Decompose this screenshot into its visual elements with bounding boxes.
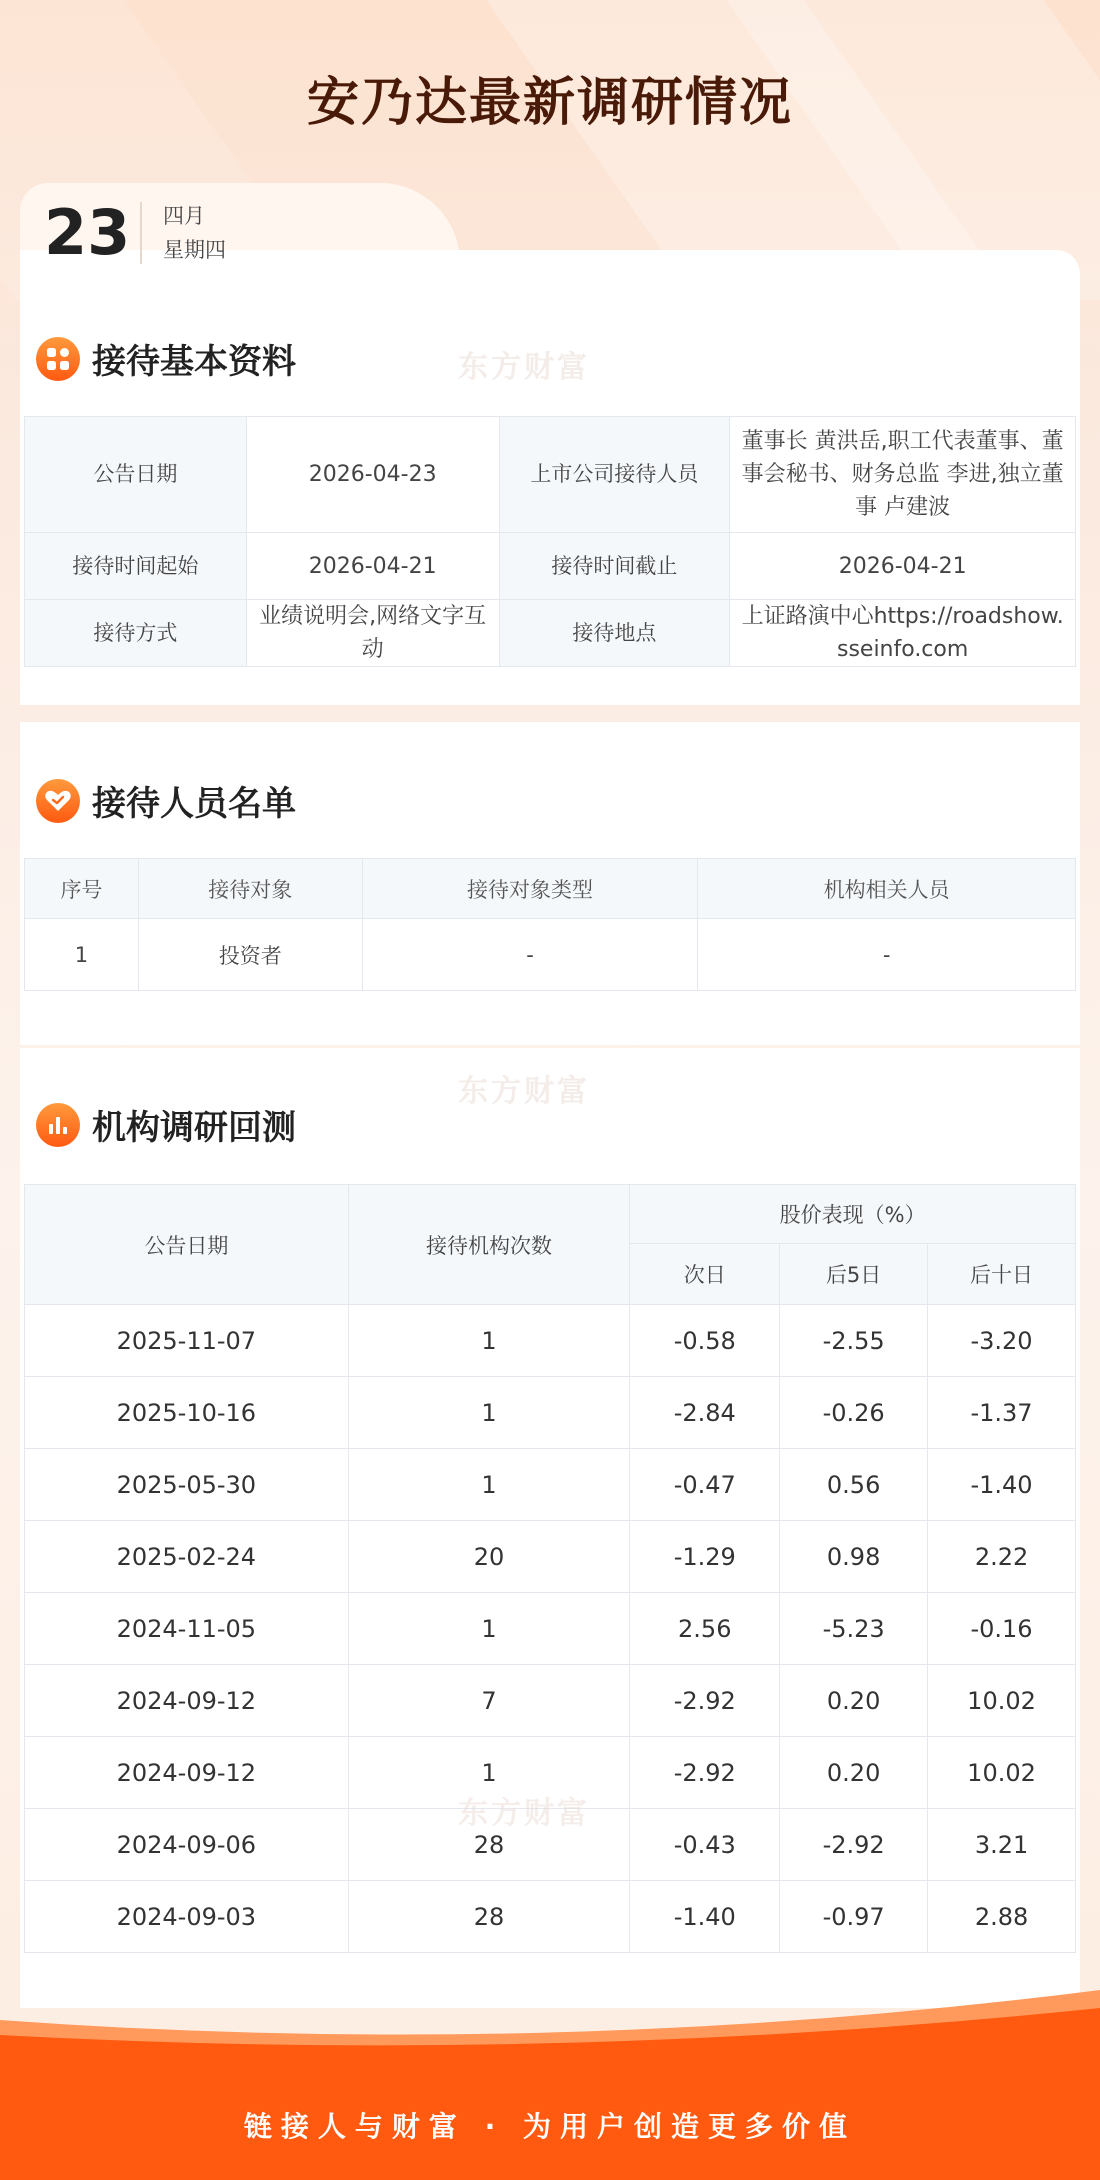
table-cell: 1	[348, 1377, 630, 1449]
table-cell: -2.92	[630, 1737, 780, 1809]
table-cell: 1	[25, 919, 139, 991]
footer-slogan: 链接人与财富 · 为用户创造更多价值	[243, 2110, 857, 2143]
date-day: 23	[44, 196, 131, 269]
table-cell: 1	[348, 1593, 630, 1665]
staff-card	[20, 722, 1080, 1045]
table-cell: 3.21	[928, 1809, 1076, 1881]
table-row	[25, 1305, 1076, 1377]
column-header: 股价表现（%）	[630, 1185, 1076, 1244]
watermark: 东方财富	[458, 350, 590, 385]
bar-chart-icon	[36, 1103, 80, 1147]
table-cell: 2025-02-24	[25, 1521, 349, 1593]
label-cell: 接待地点	[499, 600, 730, 667]
table-cell: -0.47	[630, 1449, 780, 1521]
column-header: 后5日	[780, 1244, 928, 1305]
grid-icon	[36, 337, 80, 381]
table-cell: -5.23	[780, 1593, 928, 1665]
table-cell: 2025-10-16	[25, 1377, 349, 1449]
table-cell: -0.43	[630, 1809, 780, 1881]
table-header-row	[25, 1185, 1076, 1244]
table-cell: 2.88	[928, 1881, 1076, 1953]
table-cell: 2024-09-12	[25, 1665, 349, 1737]
value-cell: 2026-04-21	[730, 533, 1076, 600]
table-cell: 7	[348, 1665, 630, 1737]
table-cell: -1.40	[630, 1881, 780, 1953]
table-cell: -2.84	[630, 1377, 780, 1449]
table-cell: 2024-09-12	[25, 1737, 349, 1809]
watermark: 东方财富	[458, 1074, 590, 1109]
table-cell: 2.22	[928, 1521, 1076, 1593]
table-cell: 0.56	[780, 1449, 928, 1521]
label-cell: 公告日期	[25, 417, 247, 533]
column-header: 接待对象	[138, 859, 362, 919]
table-row	[25, 1881, 1076, 1953]
table-cell: 0.20	[780, 1737, 928, 1809]
table-row	[25, 1521, 1076, 1593]
table-cell: -2.92	[630, 1665, 780, 1737]
table-cell: 10.02	[928, 1665, 1076, 1737]
table-cell: -	[362, 919, 698, 991]
column-header: 机构相关人员	[698, 859, 1076, 919]
table-cell: -0.58	[630, 1305, 780, 1377]
table-row	[25, 600, 1076, 667]
review-header	[36, 1100, 296, 1149]
table-cell: 20	[348, 1521, 630, 1593]
table-cell: -2.92	[780, 1809, 928, 1881]
review-table-body	[25, 1305, 1076, 1953]
label-cell: 接待方式	[25, 600, 247, 667]
basic-info-header	[36, 334, 296, 383]
basic-info-table	[24, 416, 1076, 667]
review-card	[20, 1048, 1080, 2008]
page-title: 安乃达最新调研情况	[306, 73, 793, 133]
date-divider	[140, 202, 142, 264]
table-cell: 0.20	[780, 1665, 928, 1737]
column-header: 后十日	[928, 1244, 1076, 1305]
staff-header	[36, 776, 296, 825]
label-cell: 上市公司接待人员	[499, 417, 730, 533]
table-cell: -	[698, 919, 1076, 991]
date-weekday: 星期四	[163, 238, 226, 262]
table-cell: -1.37	[928, 1377, 1076, 1449]
column-header: 接待对象类型	[362, 859, 698, 919]
basic-info-card	[20, 250, 1080, 705]
value-cell: 业绩说明会,网络文字互动	[246, 600, 499, 667]
table-cell: -2.55	[780, 1305, 928, 1377]
table-cell: 1	[348, 1305, 630, 1377]
watermark: 东方财富	[458, 1796, 590, 1831]
table-cell: 28	[348, 1809, 630, 1881]
column-header: 次日	[630, 1244, 780, 1305]
table-cell: 投资者	[138, 919, 362, 991]
table-cell: 1	[348, 1737, 630, 1809]
staff-table	[24, 858, 1076, 991]
table-cell: -1.40	[928, 1449, 1076, 1521]
table-header-row	[25, 859, 1076, 919]
column-header: 接待机构次数	[348, 1185, 630, 1305]
table-cell: 1	[348, 1449, 630, 1521]
value-cell: 董事长 黄洪岳,职工代表董事、董事会秘书、财务总监 李进,独立董事 卢建波	[730, 417, 1076, 533]
label-cell: 接待时间截止	[499, 533, 730, 600]
table-cell: 2024-09-03	[25, 1881, 349, 1953]
table-cell: -0.26	[780, 1377, 928, 1449]
table-cell: 28	[348, 1881, 630, 1953]
review-table	[24, 1184, 1076, 1953]
table-row	[25, 1377, 1076, 1449]
section-title: 接待基本资料	[92, 342, 296, 382]
table-cell: 2025-05-30	[25, 1449, 349, 1521]
table-cell: -0.97	[780, 1881, 928, 1953]
table-row	[25, 1593, 1076, 1665]
value-cell: 2026-04-23	[246, 417, 499, 533]
table-cell: -3.20	[928, 1305, 1076, 1377]
table-cell: 0.98	[780, 1521, 928, 1593]
column-header: 公告日期	[25, 1185, 349, 1305]
table-cell: 2.56	[630, 1593, 780, 1665]
table-row	[25, 533, 1076, 600]
date-month: 四月	[163, 204, 205, 228]
section-title: 接待人员名单	[92, 784, 296, 824]
section-title: 机构调研回测	[92, 1108, 296, 1148]
table-cell: 2024-11-05	[25, 1593, 349, 1665]
table-cell: 10.02	[928, 1737, 1076, 1809]
table-cell: -0.16	[928, 1593, 1076, 1665]
label-cell: 接待时间起始	[25, 533, 247, 600]
table-row	[25, 1449, 1076, 1521]
table-row	[25, 417, 1076, 533]
handshake-icon	[36, 779, 80, 823]
table-cell: 2024-09-06	[25, 1809, 349, 1881]
table-row	[25, 1665, 1076, 1737]
table-row	[25, 919, 1076, 991]
table-cell: -1.29	[630, 1521, 780, 1593]
table-cell: 2025-11-07	[25, 1305, 349, 1377]
value-cell: 2026-04-21	[246, 533, 499, 600]
value-cell: 上证路演中心https://roadshow.sseinfo.com	[730, 600, 1076, 667]
column-header: 序号	[25, 859, 139, 919]
